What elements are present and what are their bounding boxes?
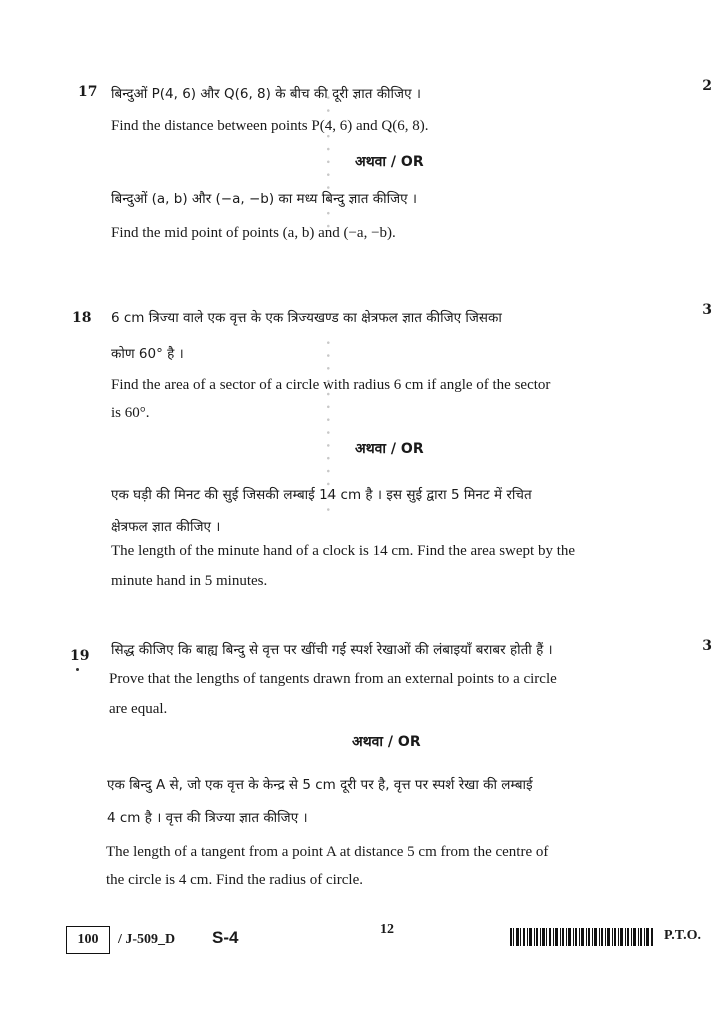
scan-watermark: • • • • • • • • • • • <box>322 95 332 230</box>
alternate-question-english: The length of the minute hand of a clock is 14 cm. Find the area swept by the <box>111 543 576 559</box>
barcode-icon <box>510 928 655 946</box>
alternate-question-hindi: एक बिन्दु A से, जो एक वृत्त के केन्द्र से 5 cm दूरी पर है, वृत्त पर स्पर्श रेखा की लम्बाई <box>107 777 533 793</box>
alternate-question-hindi: क्षेत्रफल ज्ञात कीजिए । <box>111 519 221 535</box>
question-text-english: Prove that the lengths of tangents drawn from an external points to a circle <box>109 671 557 687</box>
or-separator: अथवा / OR <box>352 734 421 750</box>
or-separator: अथवा / OR <box>355 154 424 170</box>
question-number: 17 <box>78 84 98 100</box>
question-text-english: Find the area of a sector of a circle with radius 6 cm if angle of the sector <box>111 377 551 393</box>
question-text-english: is 60°. <box>111 405 150 421</box>
question-marks: 3 <box>702 302 712 318</box>
alternate-question-english: Find the mid point of points (a, b) and (−a, −b). <box>111 225 396 241</box>
alternate-question-hindi: बिन्दुओं (a, b) और (−a, −b) का मध्य बिन्दु ज्ञात कीजिए । <box>111 191 418 207</box>
series-label: S-4 <box>212 928 239 947</box>
question-text-hindi: कोण 60° है । <box>111 346 184 362</box>
page-number: 12 <box>380 922 394 937</box>
alternate-question-hindi: एक घड़ी की मिनट की सुई जिसकी लम्बाई 14 cm है । इस सुई द्वारा 5 मिनट में रचित <box>111 487 532 503</box>
page-footer <box>0 920 722 960</box>
alternate-question-english: the circle is 4 cm. Find the radius of circle. <box>106 872 363 888</box>
alternate-question-english: minute hand in 5 minutes. <box>111 573 268 589</box>
question-number: 19 <box>70 648 90 664</box>
paper-code: / J-509_D <box>118 932 176 947</box>
scan-watermark: • • • • • • • • • • • • • • <box>322 340 332 514</box>
question-text-hindi: 6 cm त्रिज्या वाले एक वृत्त के एक त्रिज्यखण्ड का क्षेत्रफल ज्ञात कीजिए जिसका <box>111 310 502 326</box>
question-marks: 2 <box>702 78 712 94</box>
margin-dot <box>76 668 79 671</box>
question-number: 18 <box>72 310 92 326</box>
alternate-question-english: The length of a tangent from a point A at distance 5 cm from the centre of <box>106 844 549 860</box>
question-text-hindi: सिद्ध कीजिए कि बाह्य बिन्दु से वृत्त पर खींची गई स्पर्श रेखाओं की लंबाइयाँ बराबर होती हैं । <box>111 642 553 658</box>
pto-label: P.T.O. <box>664 928 701 943</box>
question-text-english: Find the distance between points P(4, 6) and Q(6, 8). <box>111 118 429 134</box>
page-box-number: 100 <box>66 926 110 954</box>
question-text-hindi: बिन्दुओं P(4, 6) और Q(6, 8) के बीच की दूरी ज्ञात कीजिए । <box>111 86 421 102</box>
or-separator: अथवा / OR <box>355 441 424 457</box>
question-marks: 3 <box>702 638 712 654</box>
alternate-question-hindi: 4 cm है । वृत्त की त्रिज्या ज्ञात कीजिए । <box>107 810 308 826</box>
question-text-english: are equal. <box>109 701 168 717</box>
